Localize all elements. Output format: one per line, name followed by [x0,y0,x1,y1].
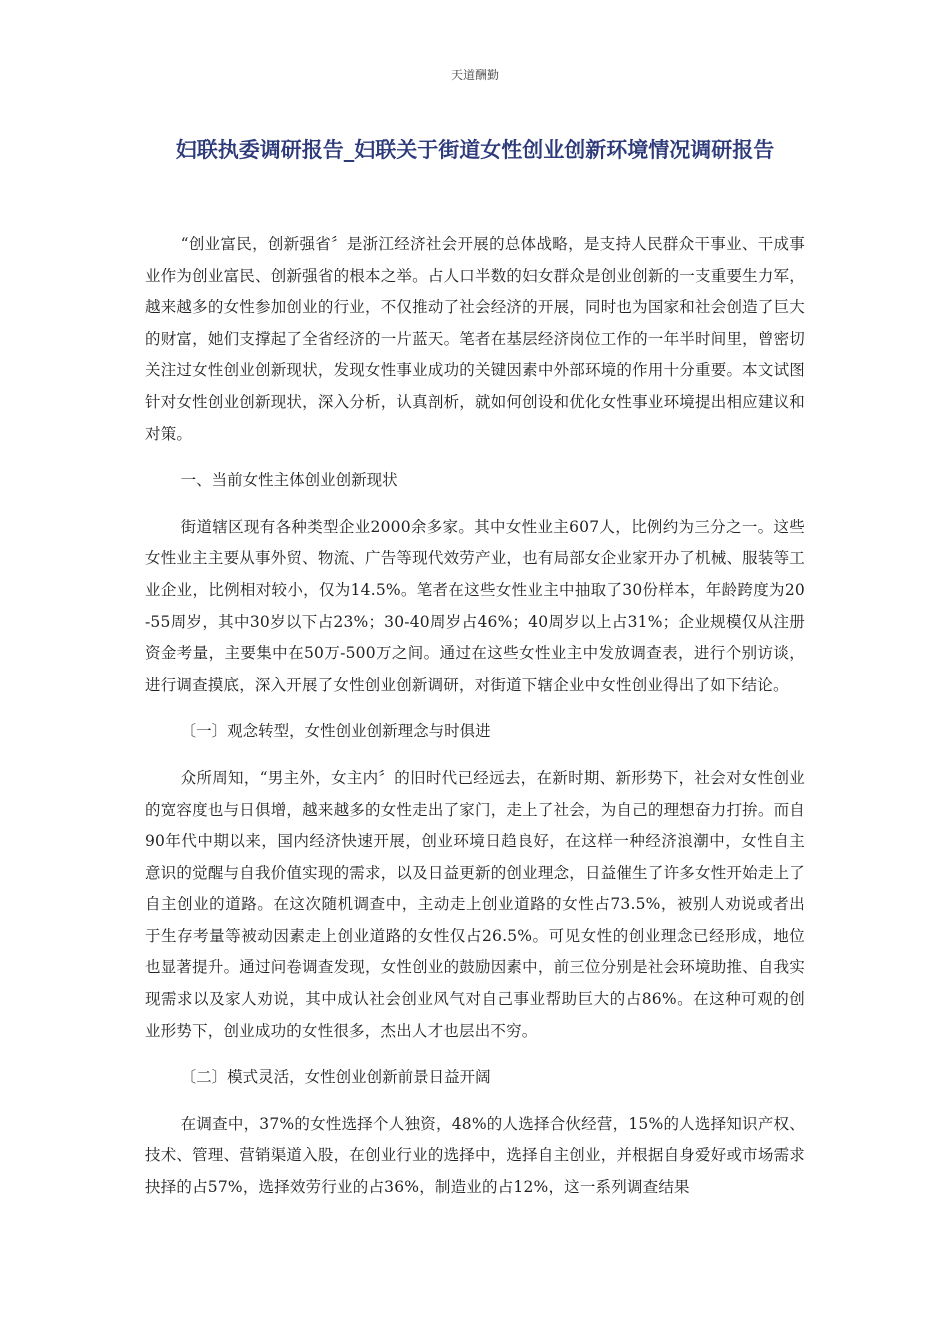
paragraph-concept: 众所周知，“男主外，女主内〞的旧时代已经远去，在新时期、新形势下，社会对女性创业的宽容度也与日俱增，越来越多的女性走出了家门，走上了社会，为自己的理想奋力打拚。而自90年代中期以来，国内经济快速开展，创业环境日趋良好，在这样一种经济浪潮中，女性自主意识的觉醒与自我价值实现的需求，以及日益更新的创业理念，日益催生了许多女性开始走上了自主创业的道路。在这次随机调查中，主动走上创业道路的女性占73.5%，被别人劝说或者出于生存考量等被动因素走上创业道路的女性仅占26.5%。可见女性的创业理念已经形成，地位也显著提升。通过问卷调查发现，女性创业的鼓励因素中，前三位分别是社会环境助推、自我实现需求以及家人劝说，其中成认社会创业风气对自己事业帮助巨大的占86%。在这种可观的创业形势下，创业成功的女性很多，杰出人才也层出不穷。 [145,768,805,1040]
document-title: 妇联执委调研报告_妇联关于街道女性创业创新环境情况调研报告 [175,138,775,162]
paragraph-mode: 在调查中，37%的女性选择个人独资，48%的人选择合伙经营，15%的人选择知识产权、技术、管理、营销渠道入股，在创业行业的选择中，选择自主创业，并根据自身爱好或市场需求抉择的占57%，选择效劳行业的占36%，制造业的占12%，这一系列调查结果 [145,1114,805,1197]
paragraph-intro: “创业富民，创新强省〞是浙江经济社会开展的总体战略，是支持人民群众干事业、干成事业作为创业富民、创新强省的根本之举。占人口半数的妇女群众是创业创新的一支重要生力军，越来越多的女性参加创业的行业，不仅推动了社会经济的开展，同时也为国家和社会创造了巨大的财富，她们支撑起了全省经济的一片蓝天。笔者在基层经济岗位工作的一年半时间里，曾密切关注过女性创业创新现状，发现女性事业成功的关键因素中外部环境的作用十分重要。本文试图针对女性创业创新现状，深入分析，认真剖析，就如何创设和优化女性事业环境提出相应建议和对策。 [145,235,805,443]
subsection-heading-2: 〔二〕模式灵活，女性创业创新前景日益开阔 [180,1068,491,1087]
page-header: 天道酬勤 [450,68,499,82]
document-body [145,229,805,1219]
paragraph-status: 街道辖区现有各种类型企业2000余多家。其中女性业主607人，比例约为三分之一。这些女性业主主要从事外贸、物流、广告等现代效劳产业，也有局部女企业家开办了机械、服装等工业企业，比例相对较小，仅为14.5%。笔者在这些女性业主中抽取了30份样本，年龄跨度为20-55周岁，其中30岁以下占23%；30-40周岁占46%；40周岁以上占31%；企业规模仅从注册资金考量，主要集中在50万-500万之间。通过在这些女性业主中发放调查表，进行个别访谈，进行调查摸底，深入开展了女性创业创新调研，对街道下辖企业中女性创业得出了如下结论。 [145,517,805,694]
subsection-heading-1: 〔一〕观念转型，女性创业创新理念与时俱进 [180,722,491,741]
section-heading-1: 一、当前女性主体创业创新现状 [180,471,398,490]
